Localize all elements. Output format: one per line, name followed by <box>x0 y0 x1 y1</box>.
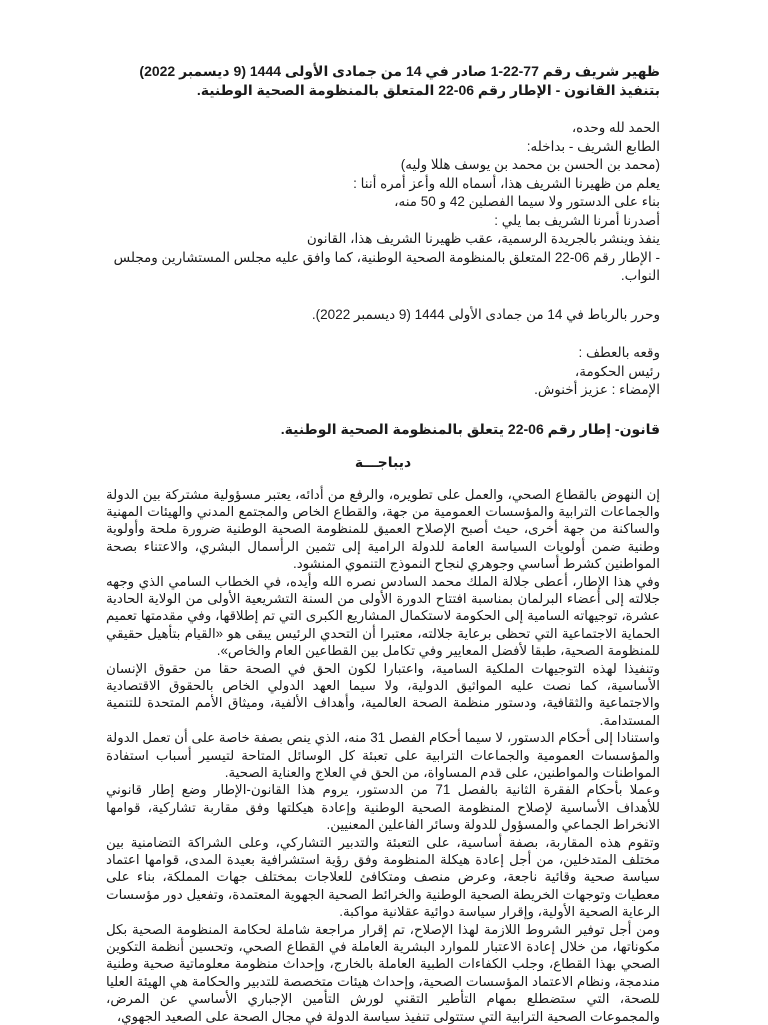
preamble-body <box>106 486 660 1025</box>
intro-line: الطابع الشريف - بداخله: <box>106 138 660 157</box>
preamble-paragraph: وعملا بأحكام الفقرة الثانية بالفصل 71 من الدستور، يروم هذا القانون-الإطار وضع إطار قانوني للأهداف الأساسية لإصلاح المنظومة الصحية الوطنية وإعادة هيكلتها وفق مقاربة تشاركية، قوامها الانخراط الجماعي والمسؤول للدولة وسائر الفاعلين المعنيين. <box>106 781 660 833</box>
preamble-heading: ديباجـــة <box>106 453 660 472</box>
dahir-title: ظهير شريف رقم 77-22-1 صادر في 14 من جمادى الأولى 1444 (9 ديسمبر 2022) بتنفيذ القانون - الإطار رقم 06-22 المتعلق بالمنظومة الصحية الوطنية. <box>106 62 660 100</box>
signature-line: الإمضاء : عزيز أخنوش. <box>106 381 660 400</box>
intro-line: - الإطار رقم 06-22 المتعلق بالمنظومة الصحية الوطنية، كما وافق عليه مجلس المستشارين ومجلس النواب. <box>106 249 660 286</box>
preamble-paragraph: ومن أجل توفير الشروط اللازمة لهذا الإصلاح، تم إقرار مراجعة شاملة لحكامة المنظومة الصحية بكل مكوناتها، من خلال إعادة الاعتبار للموارد البشرية العاملة في القطاع الصحي، وتحسين أنظمة التكوين الصحي بهذا القطاع، وجلب الكفاءات الطبية العاملة بالخارج، وإحداث منظومة معلوماتية صحية وطنية مندمجة، ونظام الاعتماد المؤسسات الصحية، وإحداث هيئات متخصصة للتدبير والحكامة هي الهيئة العليا للصحة، التي ستضطلع بمهام التأطير التقني لورش التأمين الإجباري الأساسي عن المرض، والمجموعات الصحية الترابية التي ستتولى تنفيذ سياسة الدولة في مجال الصحة على الصعيد الجهوي، <box>106 921 660 1025</box>
preamble-paragraph: وتقوم هذه المقاربة، بصفة أساسية، على التعبئة والتدبير التشاركي، وعلى الشراكة التضامنية بين مختلف المتدخلين، من أجل إعادة هيكلة المنظومة وفق رؤية استشرافية بعيدة المدى، قوامها اعتماد سياسة صحية وقائية ناجعة، وعرض منصف ومتكافئ للعلاجات بمختلف جهات المملكة، بناء على معطيات وتوجهات الخريطة الصحية الوطنية والخرائط الصحية الجهوية المعتمدة، وتفعيل دور مؤسسات الرعاية الصحية الأولية، وإقرار سياسة دوائية عقلانية مواكبة. <box>106 834 660 921</box>
intro-line: يعلم من ظهيرنا الشريف هذا، أسماه الله وأعز أمره أننا : <box>106 175 660 194</box>
law-title: قانون- إطار رقم 06-22 يتعلق بالمنظومة الصحية الوطنية. <box>106 420 660 439</box>
signature-line: رئيس الحكومة، <box>106 363 660 382</box>
intro-line: ينفذ وينشر بالجريدة الرسمية، عقب ظهيرنا الشريف هذا، القانون <box>106 230 660 249</box>
intro-line: (محمد بن الحسن بن محمد بن يوسف هللا وليه) <box>106 156 660 175</box>
intro-line: أصدرنا أمرنا الشريف بما يلي : <box>106 212 660 231</box>
signature-block <box>106 344 660 400</box>
preamble-paragraph: وتنفيذا لهذه التوجيهات الملكية السامية، واعتبارا لكون الحق في الصحة حقا من حقوق الإنسان الأساسية، كما نصت عليه المواثيق الدولية، ولا سيما العهد الدولي الخاص بالحقوق الاقتصادية والاجتماعية والثقافية، ودستور منظمة الصحة العالمية، وأهداف الألفية، وميثاق الأمم المتحدة للتنمية المستدامة. <box>106 660 660 730</box>
preamble-paragraph: إن النهوض بالقطاع الصحي، والعمل على تطويره، والرفع من أدائه، يعتبر مسؤولية مشتركة بين الدولة والجماعات الترابية والمؤسسات العمومية من جهة، والقطاع الخاص والمجتمع المدني والهيئات المهنية والساكنة من جهة أخرى، حيث أصبح الإصلاح العميق للمنظومة الصحية الوطنية ضرورة ملحة وأولوية وطنية ضمن أولويات السياسة العامة للدولة الرامية إلى تثمين الرأسمال البشري، والاعتناء بصحة المواطنين كشرط أساسي وجوهري لنجاح النموذج التنموي المنشود. <box>106 486 660 573</box>
intro-line: بناء على الدستور ولا سيما الفصلين 42 و 50 منه، <box>106 193 660 212</box>
date-line: وحرر بالرباط في 14 من جمادى الأولى 1444 (9 ديسمبر 2022). <box>106 306 660 325</box>
preamble-paragraph: وفي هذا الإطار، أعطى جلالة الملك محمد السادس نصره الله وأيده، في الخطاب السامي الذي وجهه جلالته إلى أعضاء البرلمان بمناسبة افتتاح الدورة الأولى من السنة التشريعية الأولى من الولاية الحادية عشرة، توجيهاته السامية إلى الحكومة لاستكمال المشاريع الكبرى التي تم إطلاقها، وفي مقدمتها تعميم الحماية الاجتماعية التي تحظى برعاية جلالته، معتبرا أن التحدي الرئيس يبقى هو «القيام بتأهيل حقيقي للمنظومة الصحية، طبقا لأفضل المعايير وفي تكامل بين القطاعين العام والخاص». <box>106 573 660 660</box>
signature-line: وقعه بالعطف : <box>106 344 660 363</box>
intro-line: الحمد لله وحده، <box>106 119 660 138</box>
preamble-paragraph: واستنادا إلى أحكام الدستور، لا سيما أحكام الفصل 31 منه، الذي ينص بصفة خاصة على أن تعمل الدولة والمؤسسات العمومية والجماعات الترابية على تعبئة كل الوسائل المتاحة لتيسير أسباب استفادة المواطنات والمواطنين، على قدم المساواة، من الحق في العلاج والعناية الصحية. <box>106 729 660 781</box>
intro-block <box>106 119 660 286</box>
